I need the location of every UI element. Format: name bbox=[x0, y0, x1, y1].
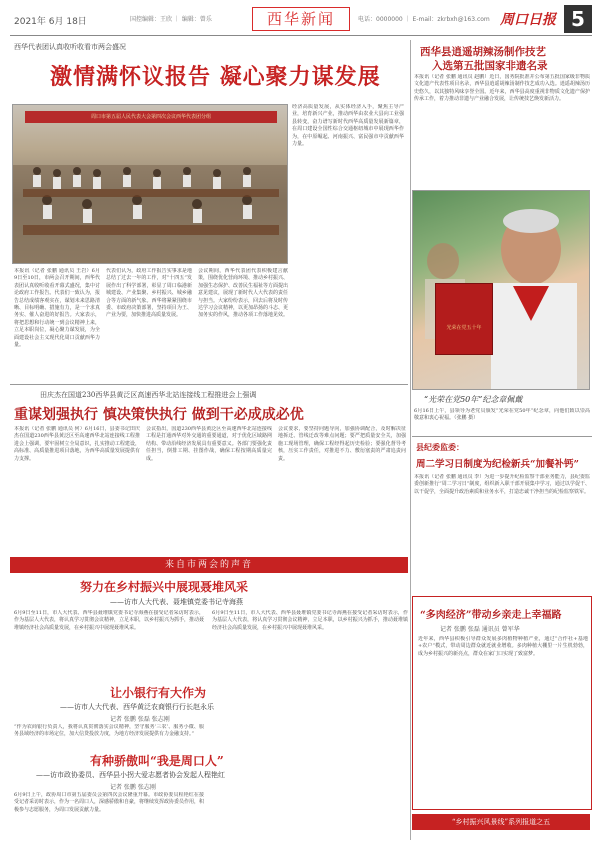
story2-headline: 让小银行有大作为 bbox=[110, 686, 207, 700]
lead-body-col4: 经济高质量发展，从实体经济入手，聚焦主导产业，培育新兴产业，推动西华由农业大县向工业强县转变，奋力谱写新时代西华高质量发展新篇章，在周口建设全国性综合交通枢纽城市中展现西华作为，在中原崛起、河南振兴、富民强市中贡献西华力量。 bbox=[292, 104, 404, 148]
editor-info: 国控编辑：王欣 ｜ 编辑：曾乐 bbox=[130, 16, 212, 23]
story-continued-col: 6月9日至11日，市人大代表、西华县聂堆镇党委书记寺海燕在接受记者采访时表示，作为基层人大代表，将认真学习贯彻会议精神，立足本职，以乡村振兴为抓手，推动聂堆镇经济社会高质量发展，在乡村振兴中展现聂堆风采。 bbox=[212, 610, 408, 631]
meeting-banner: 周口市第五届人民代表大会第四次会议西华代表团分组 bbox=[25, 111, 277, 123]
story2-byline: 记者 张鹏 张磊 张志刚 bbox=[110, 716, 170, 723]
story2-body: “作为农商银行负责人，我将认真贯彻落实会议精神，坚守服务‘三农’、服务小微、服务县域经济的市场定位，加大信贷投放力度，为地方经济发展提供有力金融支持。” bbox=[14, 724, 204, 738]
meeting-scene bbox=[13, 105, 288, 264]
contact-info: 电话：0000000 ｜ E-mail：zkrbxh@163.com bbox=[358, 16, 490, 23]
section-title: 西华新闻 bbox=[252, 7, 350, 31]
header-divider bbox=[10, 35, 592, 36]
section-label: 来自市两会的声音 bbox=[10, 557, 408, 573]
discipline-kicker: 县纪委监委： bbox=[416, 442, 464, 452]
second-body-col3: 会议要求，要坚持问题导向，加强协调配合，及时解决征地拆迁、管线迁改等难点问题；要严把质量安全关，加强施工现场管理，确保工程经得起历史检验；要强化督导考核，压实工作责任，对推进不力、敷衍塞责的严肃追责问责。 bbox=[278, 426, 406, 462]
story3-subtitle: ——访市政协委员、西华县小拐大爱志愿者协会发起人程艳红 bbox=[36, 771, 225, 779]
lead-body-col2: 代表们认为，政府工作报告实事求是地总结了过去一年的工作，对“十四五”发展作出了科学部署，彰显了周口临港新城建设、产业集聚、乡村振兴、城乡融合等方面的新气象。西华将紧紧围绕市委、市政府决策部署，坚持项目为王、产业为要，加快推进高质量发展。 bbox=[106, 268, 192, 319]
second-body-col2: 会议指出，国道230西华县黄泛区至高速西华北站连接线工程是打通西华对外交通的重要通道，对于优化区域路网结构、带动沿线经济发展具有重要意义。各部门要强化责任担当，倒排工期、挂图作战，确保工程按期高质量完成。 bbox=[146, 426, 272, 462]
second-kicker: 田庆杰在国道230西华县黄泛区高速西华北站连接线工程推进会上强调 bbox=[40, 391, 257, 399]
page-number: 5 bbox=[564, 5, 592, 33]
right-divider-1 bbox=[412, 436, 592, 437]
veteran-photo bbox=[412, 190, 590, 390]
succulent-headline: “多肉经济”带动乡亲走上幸福路 bbox=[420, 610, 562, 621]
story3-headline: 有种骄傲叫“我是周口人” bbox=[90, 754, 224, 768]
lead-body-col1: 本报讯（记者 张鹏 通讯员 王岩）6月9日至10日，市两会召开期间，西华代表团认真收听收看开幕式盛况，集中讨论政府工作报告。代表们一致认为，报告总结成绩客观实在，谋划未来思路清晰、目标明确、措施有力，是一个求真务实、催人奋进的好报告。大家表示，将把思想和行动统一到会议精神上来，立足本职岗位，凝心聚力谋发展，为全面建设社会主义现代化周口贡献西华力量。 bbox=[14, 268, 100, 349]
heritage-body: 本报讯（记者 张鹏 通讯员 赵鹏）近日，国务院批准并公布第五批国家级非物质文化遗产代表性项目名录，西华县逍遥胡辣汤制作技艺成功入选。逍遥胡辣汤历史悠久，以其独特风味享誉全国。近年来，西华县高度重视非物质文化遗产保护传承工作，着力推动非遗与产业融合发展，让传统技艺焕发新活力。 bbox=[414, 74, 590, 103]
story2-subtitle: ——访市人大代表、西华黄泛农商银行行长赵永乐 bbox=[60, 703, 214, 711]
lead-headline: 激情满怀议报告 凝心聚力谋发展 bbox=[50, 64, 381, 90]
issue-date: 2021年 6月 18日 bbox=[14, 17, 87, 27]
lead-body-col3: 会议期间，西华代表团代表积极建言献策，围绕优化营商环境、推动乡村振兴、加强生态保护、改善民生福祉等方面提出意见建议，展现了新时代人大代表的责任与担当。大家纷纷表示，回去后将及时传达学习会议精神，以更加昂扬的斗志、更加务实的作风，推动各项工作落地见效。 bbox=[198, 268, 288, 319]
succulent-byline: 记者 张鹏 张磊 通讯员 曾军华 bbox=[440, 626, 520, 633]
meeting-photo bbox=[12, 104, 288, 264]
lead-divider bbox=[10, 384, 408, 385]
heritage-headline-2: 入选第五批国家非遗名录 bbox=[432, 60, 548, 72]
column-divider bbox=[410, 40, 411, 840]
story3-byline: 记者 张鹏 张志刚 bbox=[110, 784, 156, 791]
lead-kicker: 西华代表团认真收听收看市两会盛况 bbox=[14, 43, 126, 51]
succulent-body: 近年来，西华县积极引导群众发展多肉植物种植产业，通过“合作社+基地+农户”模式，带动周边群众就近就业增收。多肉种植大棚里一片生机勃勃，成为乡村振兴的新亮点，群众在家门口实现了致富梦。 bbox=[418, 636, 588, 657]
second-headline: 重谋划强执行 慎决策快执行 做到干必成成必优 bbox=[14, 407, 304, 423]
story3-body: 6月9日上午，政协周口市第五届委员会第四次会议隆重开幕。市政协委员程艳红在接受记者采访时表示，作为一名周口人，深感骄傲和自豪，将继续发挥政协委员作用，积极参与志愿服务，为周口发展贡献力量。 bbox=[14, 792, 204, 813]
photo-caption-title: “光荣在党50年”纪念章佩戴 bbox=[424, 395, 523, 404]
story1-subtitle: ——访市人大代表、聂堆镇党委书记寺海燕 bbox=[110, 598, 243, 606]
heritage-headline-1: 西华县逍遥胡辣汤制作技艺 bbox=[420, 46, 546, 58]
newspaper-logo: 周口日报 bbox=[500, 12, 556, 28]
discipline-headline: 周二学习日制度为纪检新兵“加餐补钙” bbox=[416, 459, 579, 470]
photo-caption-body: 6月16日上午，县领导为老党员颁发“光荣在党50年”纪念章，向他们致以崇高敬意和衷心祝福。（张鹏 摄） bbox=[414, 408, 590, 422]
discipline-body: 本报讯（记者 张鹏 通讯员 李）为进一步提升纪检监察干部业务能力，县纪委监委创新推行“周二学习日”制度，组织新入职干部开展集中学习，通过以学促干、以干促学，全面提升政治素质和业务水平，打造忠诚干净担当的纪检监察铁军。 bbox=[414, 474, 590, 495]
series-footer: “乡村振兴风景线”系列报道之五 bbox=[412, 814, 590, 830]
second-body-col1: 本报讯（记者 张鹏 通讯员 何）6月16日，县委书记田庆杰在国道230西华县黄泛区至高速西华北站连接线工程推进会上强调，要牢固树立全局意识，扎实推动工程建设，高标准、高质量推进项目落地，为西华高质量发展提供有力支撑。 bbox=[14, 426, 140, 462]
story1-headline: 努力在乡村振兴中展现聂堆风采 bbox=[80, 580, 249, 594]
story1-body: 6月9日至11日，市人大代表、西华县聂堆镇党委书记寺海燕在接受记者采访时表示，作为基层人大代表，将认真学习贯彻会议精神，立足本职，以乡村振兴为抓手，推动聂堆镇经济社会高质量发展，在乡村振兴中展现聂堆风采。 bbox=[14, 610, 204, 631]
commemorative-book: 光荣在党五十年 bbox=[435, 283, 493, 355]
